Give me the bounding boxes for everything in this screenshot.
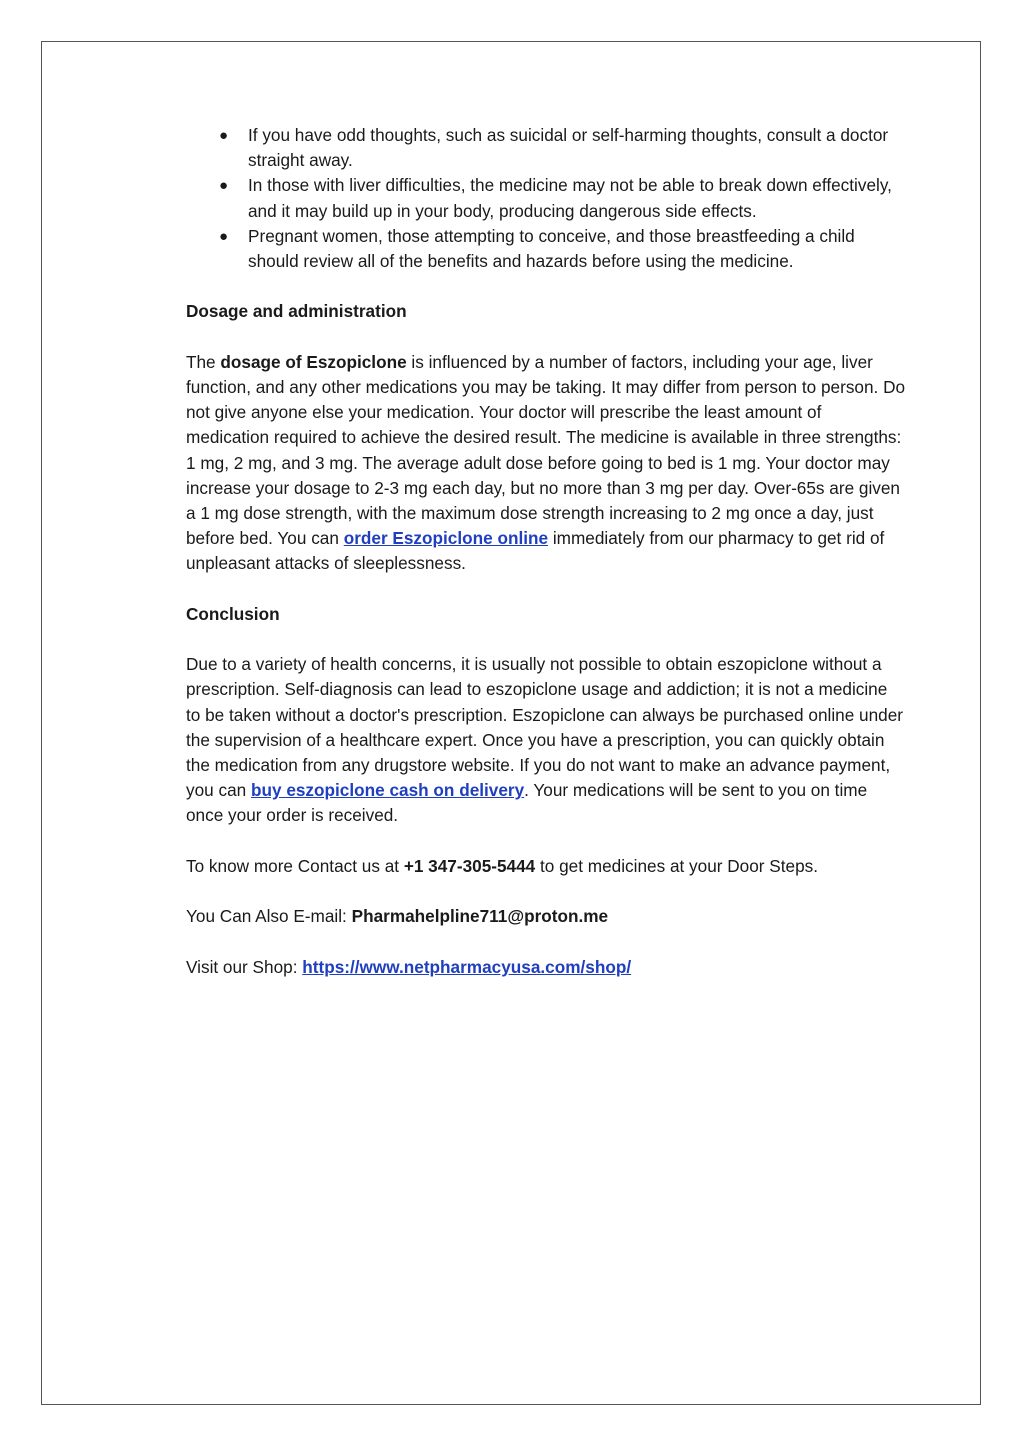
shop-prefix: Visit our Shop: bbox=[186, 956, 303, 977]
order-eszopiclone-link[interactable]: order Eszopiclone online bbox=[343, 528, 549, 549]
dosage-body: is influenced by a number of factors, including your age, liver function, and any other medications you may be taking. It may differ from person to person. Do not give anyone else your medication. Your doctor will prescribe the least amount of medication required to achieve the desired result. The medicine is available in three strengths: 1 mg, 2 mg, and 3 mg. The average adult dose before going to bed is 1 mg. Your doctor may increase your dosage to 2-3 mg each day, but no more than 3 mg per day. Over-65s are given a 1 mg dose strength, with the maximum dose strength increasing to 2 mg once a day, just before bed. You can bbox=[186, 351, 906, 549]
bullet-icon: ● bbox=[219, 127, 229, 144]
list-item-text: Pregnant women, those attempting to conceive, and those breastfeeding a child should review all of the benefits and hazards before using the medicine. bbox=[248, 225, 855, 272]
precautions-list bbox=[186, 123, 906, 274]
contact-line bbox=[186, 854, 906, 879]
contact-prefix: To know more Contact us at bbox=[186, 855, 404, 876]
list-item bbox=[186, 173, 906, 223]
shop-url-link[interactable]: https://www.netpharmacyusa.com/shop/ bbox=[302, 956, 632, 977]
contact-suffix: to get medicines at your Door Steps. bbox=[535, 855, 819, 876]
dosage-paragraph bbox=[186, 350, 906, 577]
email-prefix: You Can Also E-mail: bbox=[186, 906, 352, 927]
bullet-icon: ● bbox=[219, 177, 229, 195]
list-item-text: In those with liver difficulties, the medicine may not be able to break down effectively, and it may build up in your body, producing dangerous side effects. bbox=[248, 175, 892, 221]
shop-line bbox=[186, 955, 906, 980]
dosage-bold-term: dosage of Eszopiclone bbox=[220, 351, 407, 372]
list-item bbox=[186, 123, 906, 173]
dosage-heading: Dosage and administration bbox=[186, 301, 407, 322]
phone-number: +1 347-305-5444 bbox=[403, 855, 536, 876]
conclusion-tail: . Your medications will be sent to you on time once your order is received. bbox=[186, 780, 868, 826]
email-line bbox=[186, 904, 906, 929]
list-item-text: If you have odd thoughts, such as suicidal or self-harming thoughts, consult a doctor straight away. bbox=[248, 125, 889, 171]
document-body bbox=[186, 123, 906, 980]
conclusion-heading: Conclusion bbox=[186, 603, 280, 624]
dosage-tail: immediately from our pharmacy to get rid of unpleasant attacks of sleeplessness. bbox=[186, 528, 885, 574]
email-address: Pharmahelpline711@proton.me bbox=[351, 906, 609, 927]
list-item bbox=[186, 224, 906, 274]
bullet-icon: ● bbox=[219, 227, 229, 245]
buy-cash-on-delivery-link[interactable]: buy eszopiclone cash on delivery bbox=[250, 780, 525, 801]
dosage-intro: The bbox=[186, 351, 221, 372]
conclusion-paragraph bbox=[186, 652, 906, 828]
conclusion-body: Due to a variety of health concerns, it is usually not possible to obtain eszopiclone without a prescription. Self-diagnosis can lead to eszopiclone usage and addiction; it is not a medicine to be taken without a doctor's prescription. Eszopiclone can always be purchased online under the supervision of a healthcare expert. Once you have a prescription, you can quickly obtain the medication from any drugstore website. If you do not want to make an advance payment, you can bbox=[186, 654, 903, 801]
